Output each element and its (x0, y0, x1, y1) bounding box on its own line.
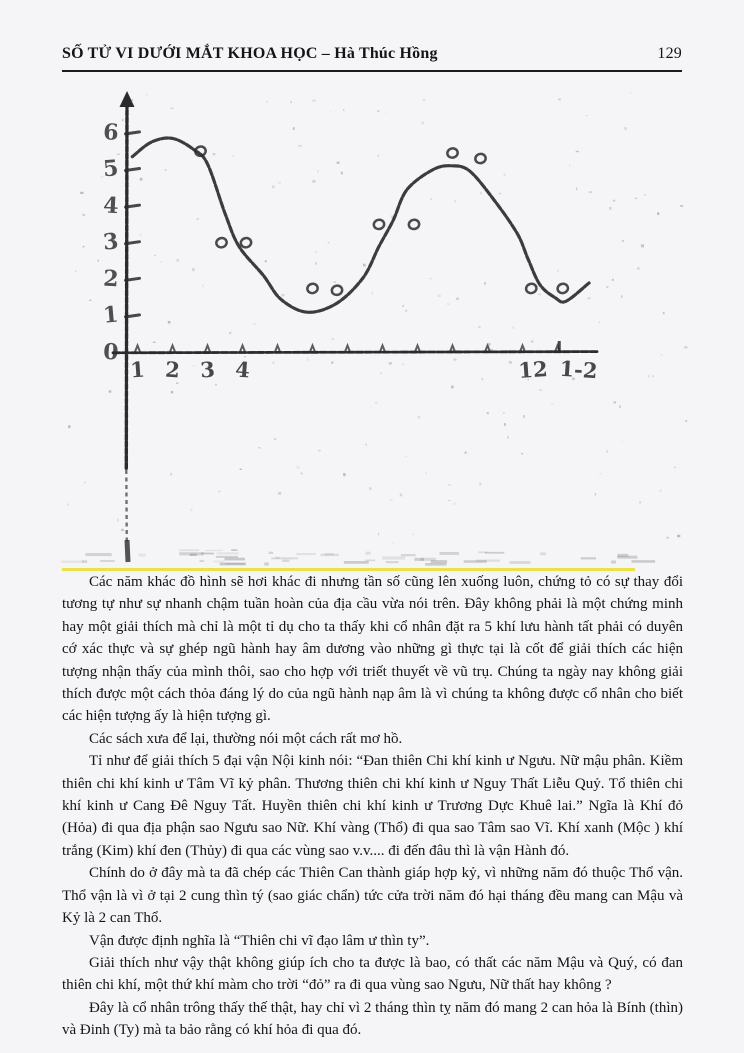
scan-noise-speck (312, 99, 315, 102)
y-axis (126, 96, 127, 470)
scan-noise-speck (343, 109, 344, 111)
scan-smudge (217, 552, 239, 554)
scan-noise-speck (677, 535, 680, 538)
scan-noise-speck (640, 501, 641, 503)
scan-noise-speck (405, 310, 407, 312)
scan-smudge (61, 561, 83, 563)
scan-noise-speck (153, 342, 156, 343)
scan-noise-speck (657, 212, 659, 215)
scan-smudge (139, 554, 146, 557)
scan-smudge (321, 554, 339, 557)
scan-noise-speck (378, 154, 379, 157)
scan-noise-speck (613, 200, 615, 202)
scan-noise-speck (334, 281, 337, 283)
scan-noise-speck (273, 362, 275, 365)
scan-smudge (296, 553, 315, 555)
scan-noise-speck (589, 191, 592, 193)
scan-noise-speck (531, 341, 534, 343)
scan-noise-speck (587, 297, 590, 299)
body-text (62, 571, 683, 1042)
scan-noise-speck (122, 119, 124, 121)
scan-noise-speck (390, 499, 393, 500)
data-point (331, 285, 343, 296)
scan-noise-speck (109, 390, 112, 392)
scan-noise-speck (648, 375, 650, 378)
scan-noise-speck (680, 205, 683, 206)
scan-noise-speck (438, 295, 441, 297)
scan-noise-speck (557, 270, 558, 273)
scan-smudge (220, 563, 246, 566)
scan-noise-speck (512, 327, 514, 329)
scan-noise-speck (193, 365, 195, 366)
scan-smudge (100, 560, 114, 562)
y-axis-label: 2 (102, 265, 120, 293)
scan-noise-speck (641, 244, 644, 247)
scan-noise-speck (300, 473, 303, 475)
scan-noise-speck (504, 173, 506, 176)
scan-noise-speck (293, 127, 295, 130)
scan-noise-speck (465, 452, 467, 454)
scan-noise-speck (341, 172, 343, 175)
scan-smudge (366, 552, 371, 555)
scan-smudge (231, 549, 238, 551)
scan-noise-speck (307, 358, 308, 361)
scan-noise-speck (599, 322, 601, 324)
scan-noise-speck (272, 186, 274, 189)
y-axis-label: 4 (102, 192, 120, 220)
scan-noise-speck (233, 155, 234, 157)
scan-noise-speck (624, 127, 627, 130)
scan-noise-speck (318, 170, 319, 172)
scan-smudge (464, 560, 487, 563)
scan-smudge (179, 549, 199, 551)
y-axis-label: 0 (102, 338, 120, 366)
scan-noise-speck (160, 261, 163, 262)
scan-noise-speck (635, 198, 636, 200)
scan-noise-speck (330, 111, 331, 112)
scan-smudge (190, 554, 197, 556)
scan-noise-speck (558, 99, 561, 101)
scan-noise-speck (229, 332, 231, 334)
y-tick (126, 169, 140, 171)
y-tick (126, 132, 140, 134)
scan-smudge (632, 560, 656, 563)
data-point (194, 145, 206, 156)
scan-noise-speck (274, 438, 276, 440)
y-axis-extension (126, 470, 127, 545)
data-point (215, 237, 227, 248)
scan-noise-speck (585, 115, 587, 116)
scan-smudge (225, 558, 246, 561)
x-axis-label: 4 (234, 356, 251, 383)
y-axis-label: 1 (102, 301, 120, 329)
data-point (373, 219, 385, 230)
scan-noise-speck (606, 287, 608, 288)
scan-noise-speck (253, 324, 255, 325)
scan-noise-speck (499, 193, 501, 194)
y-tick (126, 205, 140, 207)
scan-noise-speck (312, 180, 315, 183)
scan-noise-speck (164, 169, 166, 171)
scan-noise-speck (121, 529, 124, 531)
data-point (525, 283, 537, 294)
scan-noise-speck (389, 362, 392, 364)
page-number: 129 (657, 45, 682, 62)
scan-noise-speck (479, 483, 481, 486)
scan-noise-speck (663, 312, 665, 314)
paragraph: Đây là cổ nhân trông thấy thế thật, hay chỉ vì 2 tháng thìn tỵ năm đó mang 2 can hỏa là Bính (thìn) và Đinh (Ty) mà ta bảo rằng có khí hỏa đi qua đó. (62, 999, 683, 1039)
scan-noise-speck (453, 359, 456, 361)
scan-noise-speck (606, 450, 608, 453)
scan-noise-speck (265, 260, 267, 262)
x-axis-label: 3 (199, 356, 216, 383)
scan-noise-speck (448, 484, 451, 485)
scan-noise-speck (621, 295, 622, 297)
scan-smudge (201, 553, 214, 555)
scan-noise-speck (84, 482, 86, 484)
scan-noise-speck (622, 441, 623, 442)
scan-noise-speck (448, 500, 450, 501)
scan-noise-speck (523, 415, 524, 418)
scan-noise-speck (482, 378, 483, 380)
scan-noise-speck (661, 354, 663, 355)
data-point (557, 283, 569, 294)
scan-noise-speck (479, 326, 481, 328)
scan-noise-speck (140, 234, 141, 236)
scan-noise-speck (80, 192, 83, 194)
y-tick (126, 315, 140, 317)
scan-smudge (510, 561, 531, 564)
scan-noise-speck (377, 111, 380, 112)
scan-noise-speck (171, 391, 173, 394)
scan-noise-speck (509, 361, 512, 364)
scan-noise-speck (521, 453, 523, 454)
scan-noise-speck (430, 278, 432, 279)
scan-smudge (540, 552, 546, 555)
scan-smudge (618, 554, 629, 557)
scan-noise-speck (281, 294, 284, 296)
scan-smudge (282, 560, 289, 562)
scan-noise-speck (453, 503, 456, 505)
scan-smudge (205, 550, 223, 551)
scan-noise-speck (490, 349, 493, 351)
scan-noise-speck (67, 504, 68, 506)
data-point (240, 237, 252, 248)
y-axis-label: 6 (102, 119, 120, 146)
scan-smudge (382, 556, 405, 559)
scan-noise-speck (652, 375, 654, 377)
scan-smudge (365, 560, 375, 562)
scan-noise-speck (258, 447, 261, 448)
scan-smudge (421, 558, 436, 561)
y-axis-arrow-icon (120, 91, 135, 107)
scan-noise-speck (213, 153, 216, 155)
paragraph: Các sách xưa để lại, thường nói một cách rất mơ hồ. (89, 730, 403, 747)
scan-noise-speck (614, 402, 616, 404)
scan-noise-speck (402, 363, 405, 365)
scan-noise-speck (318, 450, 321, 451)
scan-noise-speck (595, 493, 597, 495)
scan-noise-speck (215, 384, 217, 386)
scan-noise-speck (423, 99, 426, 100)
paragraph: Giải thích như vậy thật không giúp ích cho ta được là bao, có thất các năm Mậu và Quý, có đan thiên chi khí, một thứ khí màm cho trời “đỏ” ra đi qua vùng sao Ngưu, Nữ thất hay không ? (62, 954, 683, 994)
scan-noise-speck (430, 198, 432, 200)
scan-smudge (611, 561, 616, 564)
scan-noise-speck (386, 112, 387, 113)
scan-noise-speck (576, 151, 579, 152)
scan-noise-speck (154, 255, 156, 256)
scan-noise-speck (117, 519, 119, 522)
scan-noise-speck (405, 456, 407, 457)
scan-noise-speck (576, 188, 577, 191)
x-axis-label: 2 (164, 356, 181, 383)
scan-noise-speck (218, 491, 221, 493)
scan-noise-speck (538, 294, 540, 296)
paragraph: Chính do ở đây mà ta đã chép các Thiên Can thành giáp hợp kỷ, vì những năm đó thuộc Thổ vận. Thổ vận là vì ở tại 2 cung thìn tý (sao giác chẩn) tức cửa trời năm đó hại tháng đều mang can Mậu và Kỷ là 2 can Thổ. (62, 865, 683, 927)
scan-noise-speck (622, 240, 624, 242)
scan-noise-speck (645, 194, 646, 195)
scan-noise-speck (197, 218, 199, 220)
x-axis-label: 1 (129, 356, 146, 383)
scan-noise-speck (170, 473, 172, 476)
paragraph: Tỉ như để giải thích 5 đại vận Nội kinh nói: “Đan thiên Chi khí kinh ư Ngưu. Nữ mậu phân. Kiềm thiên chi khí kinh ư Tâm Vĩ kỷ phân. Thương thiên chi khí kinh ư Nguy Thất Liễu Quỷ. Tổ thiên chi khí kinh ư Cang Đê Nguy Tất. Huyền thiên chi khí kinh ư Trương Dực Khuê lai.” Ngĩa là Khí đỏ (Hỏa) đi qua địa phận sao Ngưu sao Nữ. Khí vàng (Thổ) đi qua sao Tâm sao Vĩ. Khí xanh (Mộc ) khí trắng (Kim) khí đen (Thủy) đi qua các vùng sao v.v.... đi đến đâu thì là vận Hành đó. (62, 753, 683, 859)
scan-smudge (216, 556, 238, 558)
scan-noise-speck (328, 242, 330, 243)
scan-noise-speck (83, 214, 86, 216)
scan-noise-speck (171, 108, 174, 109)
scan-noise-speck (363, 264, 366, 267)
scan-smudge (401, 554, 416, 556)
scan-noise-speck (375, 402, 377, 403)
scan-noise-speck (337, 162, 340, 164)
scan-noise-speck (366, 444, 367, 446)
scan-noise-speck (331, 362, 333, 364)
scan-noise-speck (176, 383, 178, 384)
scan-noise-speck (551, 404, 554, 405)
y-axis-label: 5 (102, 155, 120, 183)
scan-smudge (440, 552, 459, 555)
y-axis-tail (127, 540, 128, 562)
scan-noise-speck (539, 389, 542, 390)
scan-noise-speck (609, 207, 611, 210)
scan-smudge (271, 557, 298, 559)
scan-smudge (269, 552, 273, 554)
scan-noise-speck (456, 298, 458, 300)
scan-noise-speck (507, 436, 509, 439)
scan-noise-speck (666, 537, 669, 539)
paragraph: Các năm khác đồ hình sẽ hơi khác đi nhưng tần số cũng lên xuống luôn, chứng tỏ có sự thay đổi tương tự như sự nhanh chậm tuần hoàn của địa cầu vừa nói trên. Đây không phải là một chứng minh hay một giải thích mà chỉ là một tỉ dụ cho ta thấy khi cổ nhân đặt ra 5 khí lưu hành tất phải có duyên cớ xác thực và sự ghép ngũ hành hay âm dương vào những gì thực tại là cốt để giải thích các hiện tượng nhận thấy của mình thôi, sao cho hợp với triết thuyết về vũ trụ. Chúng ta ngày nay không giải thích được một cách thỏa đáng lý do của ngũ hành nạp âm là vì chúng ta không được cổ nhân cho biết các hiện tượng ấy là hiện tượng gì. (62, 574, 683, 725)
scan-noise-speck (503, 412, 505, 414)
scan-noise-speck (332, 338, 334, 339)
scan-noise-speck (599, 473, 602, 474)
y-tick (126, 242, 140, 244)
scan-noise-speck (291, 101, 292, 103)
scan-noise-speck (685, 420, 687, 422)
data-point (446, 147, 458, 158)
scan-noise-speck (168, 321, 171, 324)
scan-smudge (485, 552, 504, 554)
scan-noise-speck (674, 467, 676, 468)
data-point (474, 153, 486, 164)
data-point (408, 219, 420, 230)
paragraph: Vận được định nghĩa là “Thiên chi vĩ đạo lâm ư thìn ty”. (89, 932, 430, 949)
scan-noise-speck (98, 260, 100, 262)
scan-noise-speck (660, 490, 662, 492)
scan-noise-speck (488, 343, 490, 346)
scan-noise-speck (202, 284, 203, 287)
scan-noise-speck (369, 487, 372, 490)
scan-noise-speck (343, 473, 346, 476)
scan-smudge (200, 560, 205, 562)
y-tick (126, 278, 140, 280)
scan-noise-speck (240, 469, 242, 470)
scan-noise-speck (487, 412, 489, 414)
scan-noise-speck (447, 304, 450, 305)
scan-noise-speck (454, 200, 456, 202)
scan-noise-speck (684, 346, 687, 348)
scan-noise-speck (484, 282, 486, 284)
scan-noise-speck (315, 251, 317, 253)
scan-smudge (275, 557, 279, 559)
scan-noise-speck (371, 292, 373, 295)
scan-smudge (386, 561, 399, 563)
scan-smudge (344, 561, 369, 564)
scan-noise-speck (504, 423, 506, 426)
scan-noise-speck (569, 164, 570, 167)
scan-noise-speck (403, 305, 404, 307)
scan-smudge (86, 553, 112, 556)
scan-smudge (581, 557, 596, 559)
y-axis-label: 3 (102, 228, 120, 256)
scan-noise-speck (146, 94, 147, 97)
scan-smudge (425, 563, 446, 566)
scan-noise-speck (393, 542, 394, 544)
scan-noise-speck (619, 405, 621, 408)
scan-noise-speck (68, 425, 71, 428)
scan-noise-speck (83, 246, 85, 248)
scan-noise-speck (278, 182, 281, 184)
x-axis-label: 1-2 (558, 355, 599, 384)
scan-noise-speck (451, 386, 454, 389)
scan-noise-speck (380, 372, 382, 374)
data-point (306, 283, 318, 294)
scan-noise-speck (89, 300, 92, 301)
scan-noise-speck (425, 472, 427, 474)
scan-noise-speck (612, 279, 614, 281)
scan-noise-speck (413, 533, 414, 535)
scan-smudge (264, 562, 269, 565)
scan-noise-speck (192, 268, 194, 271)
scan-noise-speck (177, 259, 180, 262)
scan-noise-speck (75, 271, 76, 273)
scan-noise-speck (418, 416, 421, 419)
scan-noise-speck (278, 492, 281, 495)
scan-noise-speck (315, 262, 316, 265)
scan-noise-speck (421, 122, 423, 125)
scan-noise-speck (297, 466, 300, 468)
scan-smudge (213, 561, 225, 563)
running-title: SỐ TỬ VI DƯỚI MẮT KHOA HỌC – Hà Thúc Hồng (62, 45, 438, 62)
scan-noise-speck (637, 267, 640, 269)
scan-noise-speck (298, 145, 301, 146)
frequency-curve (132, 138, 589, 312)
scan-noise-speck (631, 92, 632, 94)
scan-noise-speck (480, 192, 481, 194)
scan-noise-speck (190, 509, 192, 512)
scan-noise-speck (140, 178, 143, 181)
scan-noise-speck (378, 533, 379, 535)
x-axis-label: 12 (517, 356, 549, 383)
scan-noise-speck (266, 101, 267, 103)
scan-noise-speck (400, 494, 402, 497)
